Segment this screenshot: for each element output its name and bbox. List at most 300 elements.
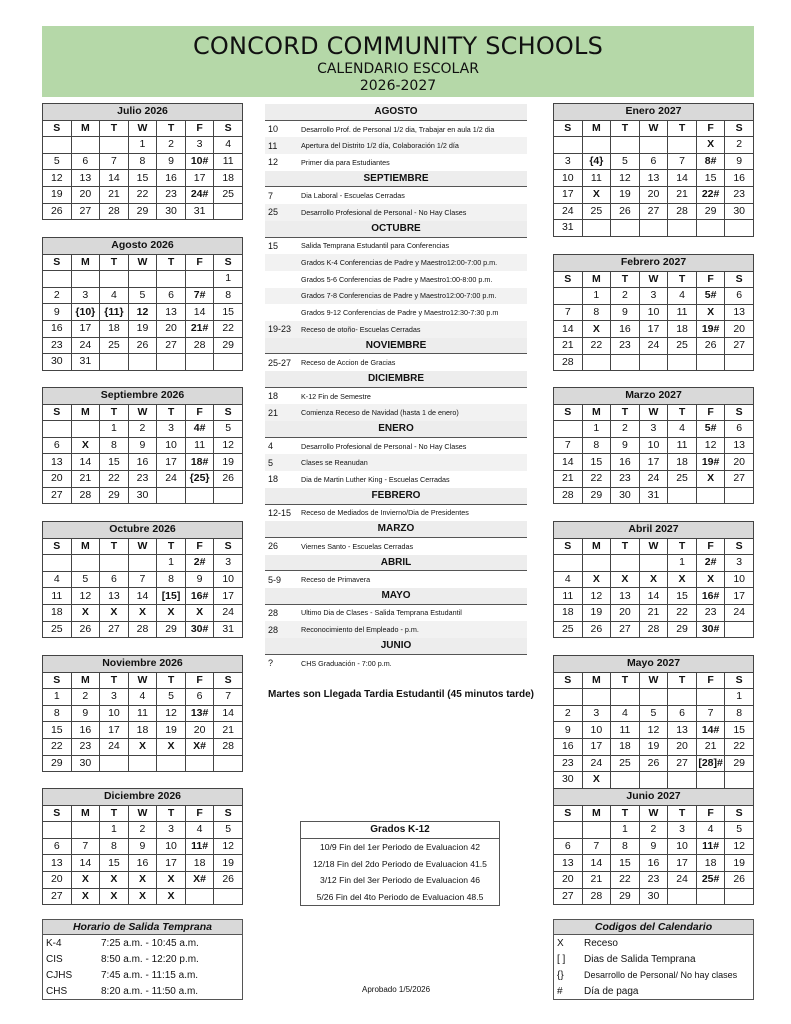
week-row: [554, 288, 754, 305]
day-cell: 20: [43, 871, 72, 888]
day-cell: 4: [214, 137, 243, 154]
event-text: Dia Laboral - Escuelas Cerradas: [301, 191, 405, 201]
day-cell: 2: [128, 822, 157, 839]
weekday-header: T: [157, 404, 186, 421]
day-cell: X: [611, 571, 640, 588]
day-cell: 9: [554, 722, 583, 739]
early-release-title: Horario de Salida Temprana: [43, 920, 242, 935]
day-cell: 4: [611, 705, 640, 722]
event-text: Reconocimiento del Empleado - p.m.: [301, 625, 419, 635]
week-row: [43, 470, 243, 487]
weekday-header: S: [214, 538, 243, 555]
weekday-header: M: [582, 538, 611, 555]
day-cell: 26: [639, 755, 668, 772]
week-row: [43, 287, 243, 304]
day-cell: [582, 822, 611, 839]
event-date: 26: [268, 541, 279, 552]
day-cell: 18: [185, 855, 214, 872]
day-cell: [582, 354, 611, 371]
event-date: 5: [268, 457, 274, 468]
week-row: [554, 454, 754, 471]
day-cell: [157, 354, 186, 371]
day-cell: 11: [128, 705, 157, 722]
day-cell: [43, 555, 72, 572]
event-row: [265, 354, 527, 371]
event-row: [265, 538, 527, 555]
day-cell: 11: [43, 588, 72, 605]
day-cell: 22: [582, 470, 611, 487]
event-month-header: SEPTIEMBRE: [265, 171, 527, 188]
weekday-header: F: [696, 404, 725, 421]
day-cell: 14: [639, 588, 668, 605]
weekday-header: T: [100, 805, 129, 822]
week-row: [554, 137, 754, 154]
weekday-header: S: [43, 672, 72, 689]
day-cell: 3: [582, 705, 611, 722]
event-date: 21: [268, 407, 279, 418]
day-cell: 25: [668, 470, 697, 487]
day-cell: 17: [100, 722, 129, 739]
week-row: [554, 604, 754, 621]
event-row: [265, 137, 527, 154]
day-cell: 23: [157, 186, 186, 203]
day-cell: [582, 689, 611, 706]
week-row: [43, 755, 243, 772]
day-cell: [696, 220, 725, 237]
day-cell: [128, 755, 157, 772]
day-cell: 21: [696, 738, 725, 755]
day-cell: 25: [554, 621, 583, 638]
day-cell: [696, 772, 725, 789]
weekday-header: F: [696, 805, 725, 822]
day-cell: 18: [611, 738, 640, 755]
day-cell: 3: [214, 555, 243, 572]
day-cell: 21: [71, 470, 100, 487]
weekday-header: M: [582, 120, 611, 137]
month-calendar: [42, 237, 243, 371]
day-cell: 3: [71, 287, 100, 304]
day-cell: 21: [100, 186, 129, 203]
event-row: [265, 288, 527, 305]
approval-date: Aprobado 1/5/2026: [362, 985, 431, 994]
month-calendar: [42, 387, 243, 504]
day-cell: 1: [582, 288, 611, 305]
day-cell: [185, 487, 214, 504]
weekday-header: F: [696, 120, 725, 137]
day-cell: [185, 271, 214, 288]
day-cell: X: [100, 888, 129, 905]
day-cell: X: [100, 604, 129, 621]
day-cell: 14: [668, 170, 697, 187]
day-cell: 24: [639, 470, 668, 487]
day-cell: X: [71, 437, 100, 454]
week-row: [43, 722, 243, 739]
day-cell: 10: [639, 437, 668, 454]
day-cell: 2#: [185, 555, 214, 572]
day-cell: 16: [71, 722, 100, 739]
day-cell: 24: [157, 470, 186, 487]
week-row: [554, 555, 754, 572]
day-cell: 19#: [696, 321, 725, 338]
day-cell: [668, 137, 697, 154]
day-cell: 15: [582, 454, 611, 471]
event-month-header: MAYO: [265, 588, 527, 605]
day-cell: 2#: [696, 555, 725, 572]
day-cell: 14: [214, 705, 243, 722]
day-cell: 10: [668, 838, 697, 855]
weekday-header: M: [71, 538, 100, 555]
event-row: [265, 655, 527, 672]
day-cell: 24#: [185, 186, 214, 203]
day-cell: 21#: [185, 320, 214, 337]
day-cell: [696, 354, 725, 371]
release-time: 8:20 a.m. - 11:50 a.m.: [101, 985, 199, 997]
weekday-header: T: [611, 271, 640, 288]
day-cell: 5: [214, 421, 243, 438]
day-cell: 3: [668, 822, 697, 839]
event-text: Apertura del Distrito 1/2 día, Colaboración 1/2 día: [301, 141, 459, 151]
day-cell: 1: [128, 137, 157, 154]
district-title: CONCORD COMMUNITY SCHOOLS: [192, 32, 604, 60]
week-row: [43, 137, 243, 154]
day-cell: 13: [725, 437, 754, 454]
week-row: [43, 170, 243, 187]
week-row: [43, 421, 243, 438]
day-cell: 28: [554, 487, 583, 504]
day-cell: [214, 755, 243, 772]
event-text: Grados K-4 Conferencias de Padre y Maestro12:00-7:00 p.m.: [301, 258, 498, 268]
week-row: [554, 437, 754, 454]
day-cell: 22: [128, 186, 157, 203]
day-cell: X: [668, 571, 697, 588]
day-cell: 27: [43, 487, 72, 504]
day-cell: 17: [668, 855, 697, 872]
day-cell: 2: [128, 421, 157, 438]
weekday-header: F: [185, 805, 214, 822]
event-month-header: JUNIO: [265, 638, 527, 655]
weekday-header: S: [214, 120, 243, 137]
day-cell: 25: [100, 337, 129, 354]
week-row: [554, 822, 754, 839]
day-cell: X: [696, 470, 725, 487]
day-cell: 26: [696, 337, 725, 354]
day-cell: [696, 487, 725, 504]
code-symbol: #: [557, 985, 563, 997]
day-cell: [611, 555, 640, 572]
day-cell: 31: [639, 487, 668, 504]
month-title: Septiembre 2026: [43, 388, 243, 405]
event-date: 25: [268, 207, 279, 218]
day-cell: 17: [554, 186, 583, 203]
day-cell: 23: [611, 470, 640, 487]
weekday-header: W: [128, 538, 157, 555]
day-cell: 7: [71, 838, 100, 855]
day-cell: 12: [214, 838, 243, 855]
day-cell: 18: [100, 320, 129, 337]
day-cell: [71, 555, 100, 572]
week-row: [554, 220, 754, 237]
release-time: 8:50 a.m. - 12:20 p.m.: [101, 953, 199, 965]
day-cell: 14: [71, 855, 100, 872]
weekday-header: T: [100, 538, 129, 555]
event-date: 25-27: [268, 357, 292, 368]
month-title: Diciembre 2026: [43, 789, 243, 806]
day-cell: [554, 288, 583, 305]
day-cell: 17: [639, 454, 668, 471]
day-cell: [185, 354, 214, 371]
weekday-header: T: [100, 254, 129, 271]
weekday-header: S: [214, 404, 243, 421]
weekday-header: T: [668, 805, 697, 822]
weekday-header: S: [214, 672, 243, 689]
day-cell: 8: [128, 153, 157, 170]
day-cell: X: [71, 871, 100, 888]
weekday-header: W: [128, 120, 157, 137]
day-cell: 3: [100, 689, 129, 706]
event-date: 12: [268, 157, 279, 168]
day-cell: 30: [639, 888, 668, 905]
day-cell: [611, 772, 640, 789]
day-cell: 5: [214, 822, 243, 839]
early-release-schedule: [42, 919, 243, 1000]
day-cell: [185, 888, 214, 905]
month-title: Octubre 2026: [43, 522, 243, 539]
day-cell: [128, 354, 157, 371]
day-cell: X: [157, 738, 186, 755]
week-row: [554, 470, 754, 487]
day-cell: 6: [639, 153, 668, 170]
day-cell: 19: [128, 320, 157, 337]
day-cell: 23: [554, 755, 583, 772]
school-name: CHS: [46, 985, 68, 997]
day-cell: 29: [100, 487, 129, 504]
day-cell: 27: [71, 203, 100, 220]
day-cell: 27: [157, 337, 186, 354]
day-cell: 6: [725, 421, 754, 438]
weekday-header: S: [554, 120, 583, 137]
day-cell: 14: [100, 170, 129, 187]
weekday-header: M: [71, 404, 100, 421]
day-cell: 28: [582, 888, 611, 905]
day-cell: 30#: [696, 621, 725, 638]
day-cell: 19: [157, 722, 186, 739]
event-row: [265, 605, 527, 622]
event-month-header: NOVIEMBRE: [265, 338, 527, 355]
day-cell: 7: [582, 838, 611, 855]
day-cell: X: [582, 186, 611, 203]
weekday-header: S: [43, 538, 72, 555]
day-cell: [582, 220, 611, 237]
day-cell: X: [128, 738, 157, 755]
school-year: 2026-2027: [359, 78, 437, 94]
day-cell: X: [185, 604, 214, 621]
weekday-header: S: [554, 271, 583, 288]
day-cell: 1: [100, 421, 129, 438]
day-cell: 16#: [185, 588, 214, 605]
day-cell: 17: [185, 170, 214, 187]
weekday-header: W: [128, 672, 157, 689]
day-cell: 9: [639, 838, 668, 855]
week-row: [43, 838, 243, 855]
day-cell: 17: [582, 738, 611, 755]
day-cell: 16: [639, 855, 668, 872]
week-row: [43, 437, 243, 454]
day-cell: 15: [668, 588, 697, 605]
event-date: 5-9: [268, 574, 282, 585]
day-cell: 22#: [696, 186, 725, 203]
day-cell: 16: [611, 321, 640, 338]
day-cell: X: [696, 137, 725, 154]
day-cell: 20: [611, 604, 640, 621]
event-text: CHS Graduación - 7:00 p.m.: [301, 658, 392, 668]
day-cell: 10: [554, 170, 583, 187]
event-text: Receso de Accion de Gracias: [301, 358, 396, 368]
day-cell: 30: [157, 203, 186, 220]
day-cell: X: [582, 772, 611, 789]
day-cell: [611, 354, 640, 371]
day-cell: [582, 137, 611, 154]
day-cell: 21: [582, 871, 611, 888]
event-row: [265, 204, 527, 221]
event-row: [265, 121, 527, 138]
day-cell: 21: [668, 186, 697, 203]
day-cell: 28: [214, 738, 243, 755]
day-cell: 30: [43, 354, 72, 371]
month-calendar: [42, 788, 243, 905]
event-date: 10: [268, 124, 279, 135]
day-cell: 28: [128, 621, 157, 638]
weekday-header: W: [639, 120, 668, 137]
day-cell: 14#: [696, 722, 725, 739]
day-cell: 5: [725, 822, 754, 839]
day-cell: [611, 220, 640, 237]
week-row: [43, 487, 243, 504]
weekday-header: T: [157, 538, 186, 555]
day-cell: 27: [554, 888, 583, 905]
day-cell: 4: [185, 822, 214, 839]
weekday-header: M: [71, 120, 100, 137]
day-cell: 20: [71, 186, 100, 203]
day-cell: 7: [668, 153, 697, 170]
day-cell: 3: [157, 421, 186, 438]
day-cell: 14: [71, 454, 100, 471]
day-cell: 27: [100, 621, 129, 638]
day-cell: 1: [214, 271, 243, 288]
school-name: CJHS: [46, 969, 73, 981]
day-cell: 13: [554, 855, 583, 872]
day-cell: 6: [668, 705, 697, 722]
day-cell: [71, 137, 100, 154]
weekday-header: W: [128, 254, 157, 271]
day-cell: X: [696, 304, 725, 321]
day-cell: [639, 354, 668, 371]
event-text: Grados 9-12 Conferencias de Padre y Maestro12:30-7:30 p.m: [301, 308, 499, 318]
day-cell: 31: [185, 203, 214, 220]
day-cell: 28: [668, 203, 697, 220]
event-text: Grados 5-6 Conferencias de Padre y Maestro1:00-8:00 p.m.: [301, 274, 493, 284]
day-cell: 22: [214, 320, 243, 337]
day-cell: 27: [725, 337, 754, 354]
day-cell: 24: [725, 604, 754, 621]
day-cell: 1: [668, 555, 697, 572]
day-cell: [157, 271, 186, 288]
day-cell: 15: [128, 170, 157, 187]
week-row: [554, 153, 754, 170]
day-cell: 26: [43, 203, 72, 220]
week-row: [43, 337, 243, 354]
day-cell: 28: [71, 487, 100, 504]
day-cell: X: [582, 321, 611, 338]
week-row: [554, 755, 754, 772]
day-cell: 2: [725, 137, 754, 154]
weekday-header: T: [100, 404, 129, 421]
week-row: [554, 738, 754, 755]
week-row: [554, 487, 754, 504]
day-cell: {25}: [185, 470, 214, 487]
day-cell: [725, 220, 754, 237]
day-cell: 20: [639, 186, 668, 203]
weekday-header: F: [185, 120, 214, 137]
day-cell: 19: [43, 186, 72, 203]
day-cell: 29: [725, 755, 754, 772]
weekday-header: T: [100, 672, 129, 689]
day-cell: [214, 354, 243, 371]
day-cell: [28]#: [696, 755, 725, 772]
day-cell: 7#: [185, 287, 214, 304]
day-cell: 27: [43, 888, 72, 905]
day-cell: {10}: [71, 304, 100, 321]
day-cell: [214, 487, 243, 504]
weekday-header: T: [611, 404, 640, 421]
month-title: Marzo 2027: [554, 388, 754, 405]
day-cell: 8: [43, 705, 72, 722]
day-cell: X#: [185, 738, 214, 755]
day-cell: 24: [214, 604, 243, 621]
day-cell: 20: [43, 470, 72, 487]
day-cell: 17: [639, 321, 668, 338]
day-cell: X: [157, 888, 186, 905]
code-symbol: [ ]: [557, 953, 566, 965]
week-row: [43, 822, 243, 839]
day-cell: [639, 220, 668, 237]
week-row: [554, 421, 754, 438]
codes-title: Codigos del Calendario: [554, 920, 753, 935]
day-cell: 29: [582, 487, 611, 504]
day-cell: 24: [554, 203, 583, 220]
day-cell: 9: [611, 304, 640, 321]
event-row: [265, 271, 527, 288]
day-cell: 4: [43, 571, 72, 588]
day-cell: 26: [611, 203, 640, 220]
event-date: 28: [268, 607, 279, 618]
day-cell: X: [157, 871, 186, 888]
day-cell: 6: [554, 838, 583, 855]
day-cell: 7: [554, 304, 583, 321]
weekday-header: S: [725, 538, 754, 555]
day-cell: 4: [668, 288, 697, 305]
day-cell: 4: [668, 421, 697, 438]
day-cell: [554, 137, 583, 154]
day-cell: 17: [157, 454, 186, 471]
event-date: 11: [268, 140, 278, 151]
day-cell: 24: [100, 738, 129, 755]
day-cell: 19: [214, 454, 243, 471]
day-cell: 10: [100, 705, 129, 722]
weekday-header: M: [582, 271, 611, 288]
day-cell: 19: [214, 855, 243, 872]
event-text: Salida Temprana Estudantil para Conferencias: [301, 241, 450, 251]
weekday-header: M: [582, 672, 611, 689]
